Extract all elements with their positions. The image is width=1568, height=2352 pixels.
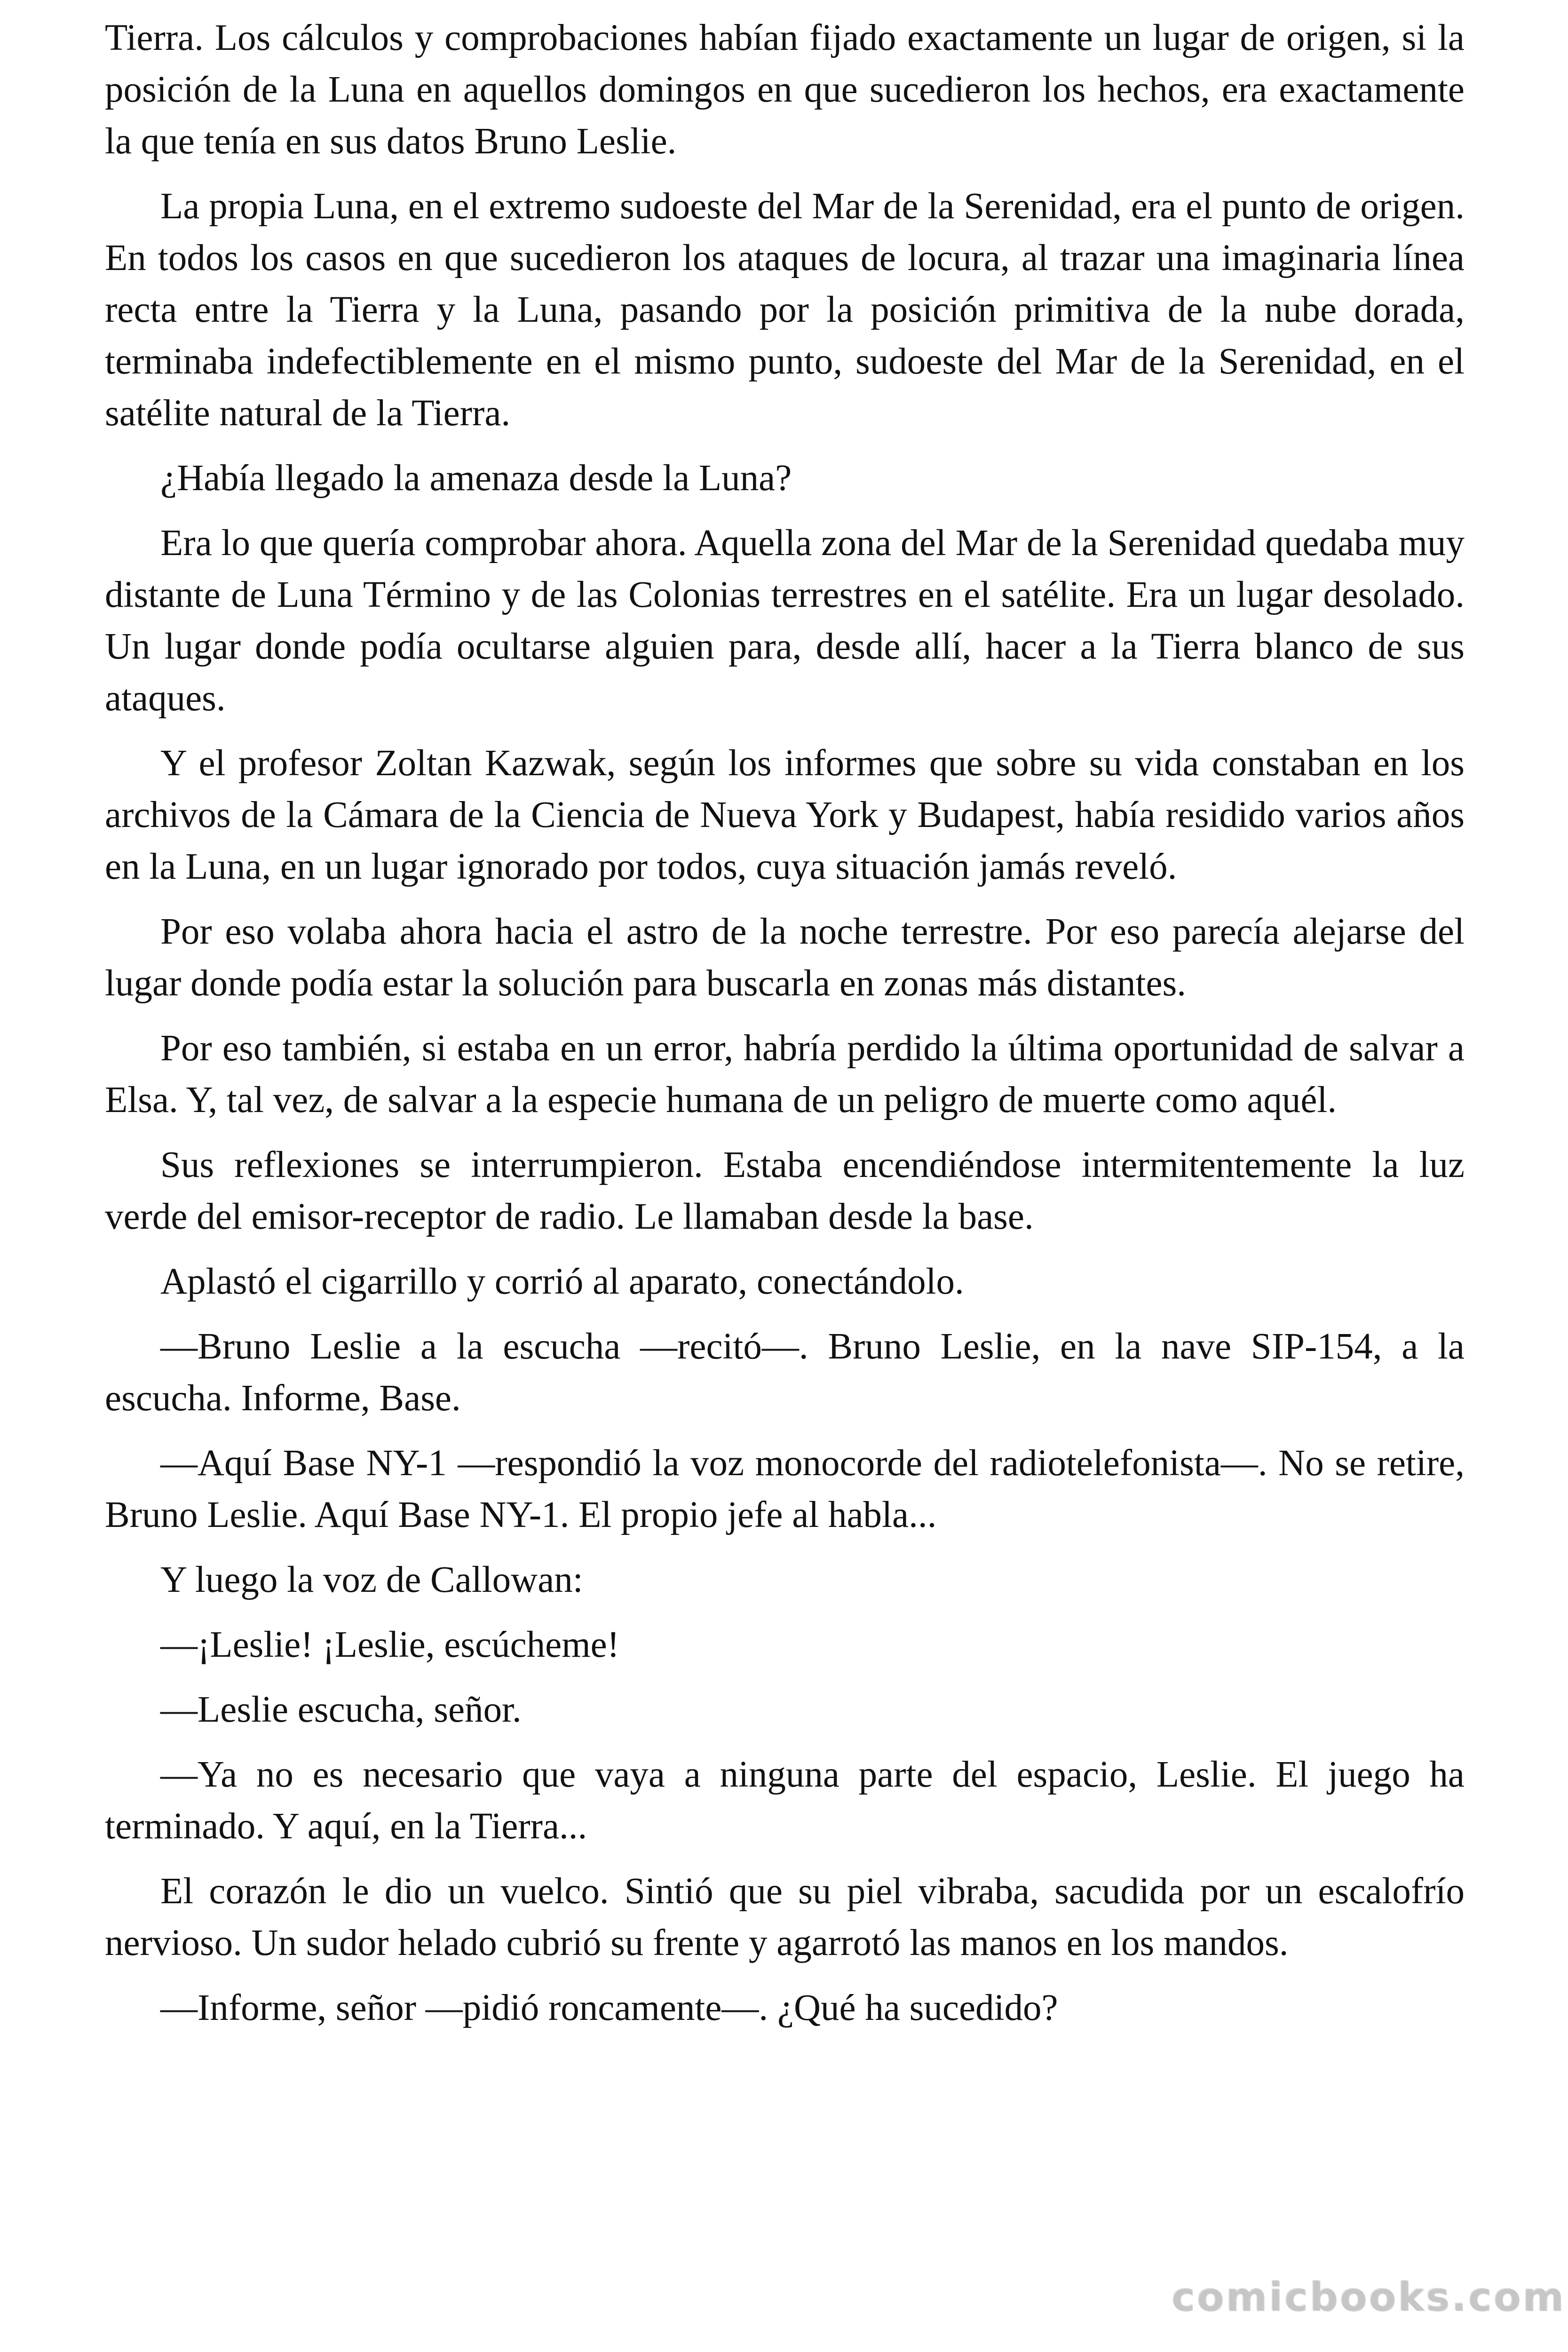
paragraph-11: —Aquí Base NY-1 —respondió la voz monocorde del radiotelefonista—. No se retire, Bruno Leslie. Aquí Base NY-1. El propio jefe al habla...: [105, 1443, 1465, 1535]
paragraph-3: ¿Había llegado la amenaza desde la Luna?: [160, 458, 792, 499]
paragraph-15: —Ya no es necesario que vaya a ninguna parte del espacio, Leslie. El juego ha terminado. Y aquí, en la Tierra...: [105, 1754, 1465, 1847]
paragraph-2: La propia Luna, en el extremo sudoeste del Mar de la Serenidad, era el punto de origen. En todos los casos en que sucedieron los ataques de locura, al trazar una imaginaria línea recta entre la Tierra y la Luna, pasando por la posición primitiva de la nube dorada, terminaba indefectiblemente en el mismo punto, sudoeste del Mar de la Serenidad, en el satélite natural de la Tierra.: [105, 186, 1465, 434]
paragraph-9: Aplastó el cigarrillo y corrió al aparato, conectándolo.: [160, 1261, 964, 1302]
paragraph-6: Por eso volaba ahora hacia el astro de la noche terrestre. Por eso parecía alejarse del lugar donde podía estar la solución para buscarla en zonas más distantes.: [105, 911, 1465, 1004]
paragraph-10: —Bruno Leslie a la escucha —recitó—. Bruno Leslie, en la nave SIP-154, a la escucha. Informe, Base.: [105, 1326, 1465, 1419]
watermark-text: comicbooks.com: [1171, 2273, 1565, 2320]
paragraph-14: —Leslie escucha, señor.: [160, 1689, 522, 1730]
paragraph-5: Y el profesor Zoltan Kazwak, según los informes que sobre su vida constaban en los archivos de la Cámara de la Ciencia de Nueva York y Budapest, había residido varios años en la Luna, en un lugar ignorado por todos, cuya situación jamás reveló.: [105, 743, 1465, 887]
paragraph-17: —Informe, señor —pidió roncamente—. ¿Qué ha sucedido?: [160, 1987, 1058, 2028]
paragraph-8: Sus reflexiones se interrumpieron. Estaba encendiéndose intermitentemente la luz verde del emisor-receptor de radio. Le llamaban desde la base.: [105, 1144, 1465, 1237]
book-page-text: [105, 12, 1465, 2047]
paragraph-7: Por eso también, si estaba en un error, habría perdido la última oportunidad de salvar a Elsa. Y, tal vez, de salvar a la especie humana de un peligro de muerte como aquél.: [105, 1028, 1465, 1120]
paragraph-12: Y luego la voz de Callowan:: [160, 1559, 583, 1600]
paragraph-1: Tierra. Los cálculos y comprobaciones habían fijado exactamente un lugar de origen, si la posición de la Luna en aquellos domingos en que sucedieron los hechos, era exactamente la que tenía en sus datos Bruno Leslie.: [105, 17, 1465, 162]
paragraph-13: —¡Leslie! ¡Leslie, escúcheme!: [160, 1624, 620, 1665]
paragraph-16: El corazón le dio un vuelco. Sintió que su piel vibraba, sacudida por un escalofrío nervioso. Un sudor helado cubrió su frente y agarrotó las manos en los mandos.: [105, 1871, 1465, 1963]
paragraph-4: Era lo que quería comprobar ahora. Aquella zona del Mar de la Serenidad quedaba muy distante de Luna Término y de las Colonias terrestres en el satélite. Era un lugar desolado. Un lugar donde podía ocultarse alguien para, desde allí, hacer a la Tierra blanco de sus ataques.: [105, 523, 1465, 719]
